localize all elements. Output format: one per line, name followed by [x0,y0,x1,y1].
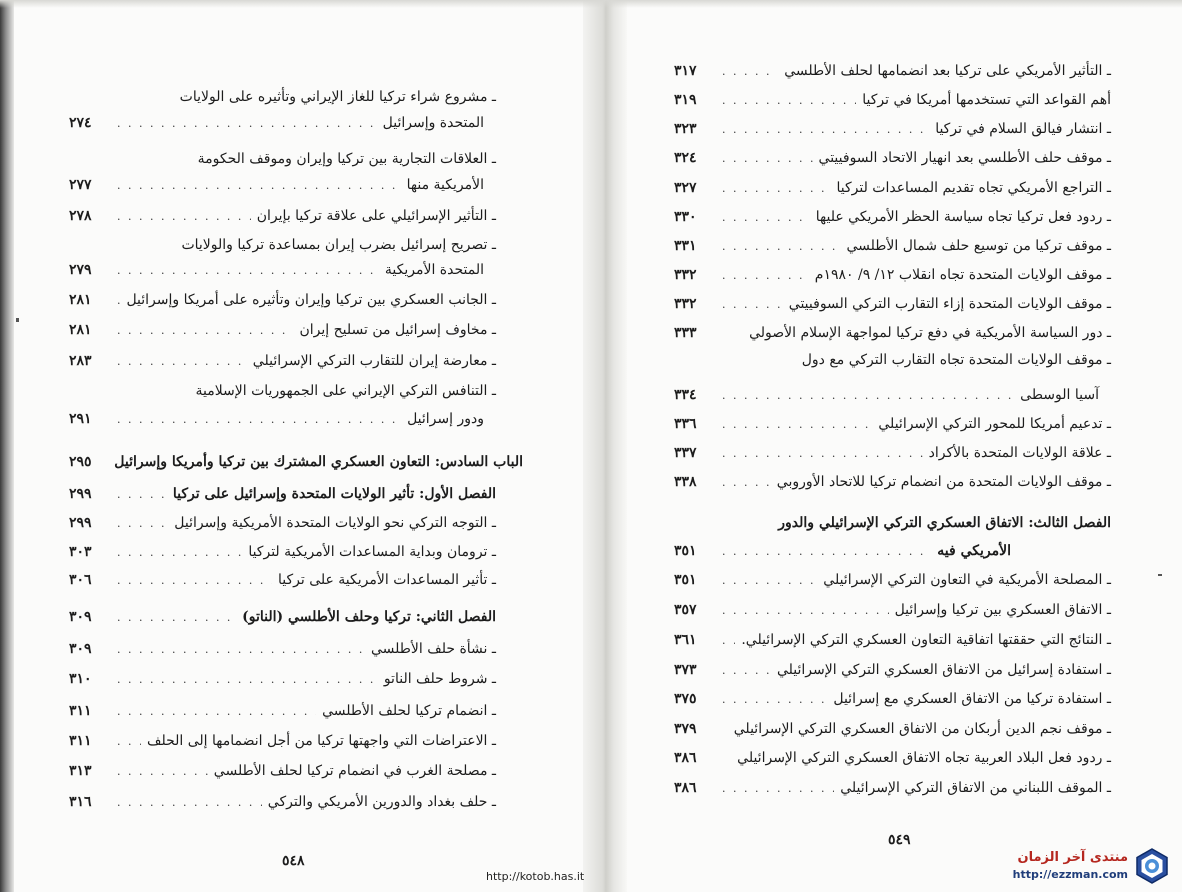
toc-entry-title: ـ موقف الولايات المتحدة تجاه التقارب التركي مع دول [801,352,1111,368]
toc-page-number: ٢٩٩ [69,515,92,531]
toc-entry-line [198,146,496,172]
toc-entry-title: ـ نشأة حلف الأطلسي [370,641,496,657]
toc-entry [674,686,1111,712]
toc-page-number: ٣٧٥ [674,691,697,707]
left-page [14,0,583,892]
toc-entry [674,87,1111,113]
toc-page-number: ٣٣٢ [674,267,697,283]
toc-entry [69,510,496,536]
toc-entry [69,172,496,198]
toc-entry-title: ـ موقف الولايات المتحدة من انضمام تركيا للاتحاد الأوروبي [776,474,1111,490]
toc-page-number: ٣٠٣ [69,544,92,560]
toc-page-number: ٣٨٦ [674,750,697,766]
leader-dots [722,298,783,311]
toc-entry-title: ـ ردود فعل تركيا تجاه سياسة الحظر الأمريكي عليها [815,209,1111,225]
toc-page-number: ٣١١ [69,703,92,719]
toc-page-number: ٢٨٣ [69,353,92,369]
leader-dots [722,152,813,165]
toc-entry [674,58,1111,84]
book-binding-edge [0,0,14,892]
toc-entry [674,175,1111,201]
toc-entry-title: ـ التأثير الإسرائيلي على علاقة تركيا بإيران [256,208,496,224]
watermark-url: http://ezzman.com [1012,868,1128,881]
toc-entry [69,348,496,374]
toc-page-number: ٣١٠ [69,671,92,687]
toc-entry [674,116,1111,142]
toc-entry-title: ـ موقف تركيا من توسيع حلف شمال الأطلسي [846,238,1111,254]
toc-entry [69,636,496,662]
toc-entry-line [180,84,496,110]
toc-entry-title: ـ التوجه التركي نحو الولايات المتحدة الأمريكية وإسرائيل [174,515,496,531]
toc-page-number: ٣٠٩ [69,609,92,625]
leader-dots [722,269,809,282]
toc-part-heading [69,449,523,475]
toc-page-number: ٢٨١ [69,322,92,338]
toc-entry-line [802,347,1111,373]
toc-page-number: ٣٠٩ [69,641,92,657]
leader-dots [722,418,872,431]
leader-dots [117,765,208,778]
leader-dots [722,604,889,617]
toc-entry-title: ـ حلف بغداد والدورين الأمريكي والتركي [267,794,496,810]
leader-dots [722,389,1014,402]
toc-page-number: ٣٣٤ [674,387,697,403]
watermark-title: منتدى آخر الزمان [1017,850,1128,865]
toc-entry-title: ـ معارضة إيران للتقارب التركي الإسرائيلي [252,353,496,369]
toc-entry-title: أهم القواعد التي تستخدمها أمريكا في تركيا [862,92,1111,108]
leader-dots [117,210,251,223]
leader-dots [722,782,834,795]
leader-dots [722,65,778,78]
toc-entry [674,597,1111,623]
leader-dots [117,796,262,809]
page-number: ٥٤٩ [888,832,911,848]
toc-entry-continuation: ودور إسرائيل [407,411,484,427]
toc-entry [674,440,1111,466]
toc-page-number: ٣٣٨ [674,474,697,490]
toc-page-number: ٢٧٨ [69,208,92,224]
toc-entry-title: ـ موقف الولايات المتحدة إزاء التقارب التركي السوفييتي [788,296,1111,312]
toc-entry-title: ـ مصلحة الغرب في انضمام تركيا لحلف الأطلسي [213,763,496,779]
toc-entry [674,411,1111,437]
toc-entry-line [181,232,496,258]
leader-dots [117,546,242,559]
leader-dots [117,264,379,277]
leader-dots [117,355,247,368]
toc-entry [69,257,496,283]
leader-dots [117,705,316,718]
toc-entry-title: ـ دور السياسة الأمريكية في دفع تركيا لمواجهة الإسلام الأصولي [749,325,1111,341]
leader-dots [117,488,167,501]
toc-entry-title: ـ استفادة إسرائيل من الاتفاق العسكري التركي الإسرائيلي [776,662,1111,678]
toc-entry-title: الفصل الأول: تأثير الولايات المتحدة وإسرائيل على تركيا [172,486,496,502]
toc-entry-title: ـ تأثير المساعدات الأمريكية على تركيا [277,572,496,588]
toc-entry [674,775,1111,801]
toc-page-number: ٣٥١ [674,572,697,588]
toc-page-number: ٣٣٠ [674,209,697,225]
leader-dots [722,211,810,224]
leader-dots [117,294,120,307]
toc-entry-title: ـ استفادة تركيا من الاتفاق العسكري مع إسرائيل [833,691,1111,707]
toc-entry [69,406,496,432]
toc-entry [69,539,496,565]
page-number: ٥٤٨ [282,853,305,869]
toc-entry [674,627,1111,653]
leader-dots [722,476,771,489]
toc-page-number: ٣١٧ [674,63,697,79]
toc-entry [69,789,496,815]
book-gutter [583,0,627,892]
toc-entry [69,317,496,343]
toc-entry-title: ـ الاعتراضات التي واجهتها تركيا من أجل انضمامها إلى الحلف [146,733,496,749]
toc-entry-continuation: المتحدة وإسرائيل [382,115,484,131]
toc-page-number: ٣٣٣ [674,325,697,341]
leader-dots [117,413,401,426]
toc-page-number: ٢٩٥ [69,454,92,470]
toc-page-number: ٢٧٩ [69,262,92,278]
toc-entry-title: ـ موقف حلف الأطلسي بعد انهيار الاتحاد السوفييتي [818,150,1111,166]
toc-entry [674,204,1111,230]
toc-page-number: ٢٧٧ [69,177,92,193]
toc-entry-title: ـ شروط حلف الناتو [383,671,496,687]
leader-dots [722,123,929,136]
toc-entry-continuation: آسيا الوسطى [1020,387,1099,403]
toc-entry [69,728,496,754]
toc-entry [674,320,1111,346]
toc-entry-title: ـ موقف الولايات المتحدة تجاه انقلاب ١٢/ ٩/ ١٩٨٠م [814,267,1111,283]
toc-entry-continuation: الأمريكية منها [406,177,484,193]
toc-entry-title: ـ التأثير الأمريكي على تركيا بعد انضمامها لحلف الأطلسي [784,63,1111,79]
leader-dots [117,611,236,624]
toc-entry-continuation: المتحدة الأمريكية [384,262,484,278]
toc-page-number: ٣١١ [69,733,92,749]
toc-page-number: ٣٣١ [674,238,697,254]
toc-entry-title: ـ التراجع الأمريكي تجاه تقديم المساعدات لتركيا [836,180,1111,196]
toc-page-number: ٣٥١ [674,543,697,559]
leader-dots [722,545,931,558]
toc-chapter-heading [674,538,1111,564]
toc-entry-title: ـ علاقة الولايات المتحدة بالأكراد [928,445,1111,461]
leader-dots [117,324,293,337]
toc-entry-title: الباب السادس: التعاون العسكري المشترك بين تركيا وأمريكا وإسرائيل [114,454,523,470]
toc-chapter-heading-line [778,510,1111,536]
toc-entry [674,262,1111,288]
toc-entry-title: الفصل الثالث: الاتفاق العسكري التركي الإسرائيلي والدور [778,515,1111,531]
toc-page-number: ٣٢٣ [674,121,697,137]
toc-page-number: ٣٠٦ [69,572,92,588]
toc-entry [69,110,496,136]
toc-entry [674,716,1111,742]
leader-dots [722,447,923,460]
toc-page-number: ٢٩١ [69,411,92,427]
toc-page-number: ٣١٣ [69,763,92,779]
toc-page-number: ٣٢٤ [674,150,697,166]
toc-page-number: ٣٥٧ [674,602,697,618]
toc-entry [69,666,496,692]
leader-dots [722,664,771,677]
toc-entry [674,382,1111,408]
toc-entry-title: ـ موقف نجم الدين أربكان من الاتفاق العسكري التركي الإسرائيلي [733,721,1111,737]
leader-dots [722,634,735,647]
toc-page-number: ٣٧٣ [674,662,697,678]
leader-dots [117,735,141,748]
leader-dots [117,517,168,530]
toc-entry-title: ـ العلاقات التجارية بين تركيا وإيران وموقف الحكومة [197,151,496,167]
toc-entry [674,469,1111,495]
toc-entry [674,567,1111,593]
toc-entry [674,745,1111,771]
toc-entry-title: ـ التنافس التركي الإيراني على الجمهوريات الإسلامية [195,383,496,399]
toc-entry [69,287,496,313]
toc-entry-title: ـ الجانب العسكري بين تركيا وإيران وتأثيره على أمريكا وإسرائيل [126,292,496,308]
footer-url: http://kotob.has.it [486,870,585,883]
toc-entry-continuation: الأمريكي فيه [937,543,1011,559]
forum-watermark [1000,846,1176,886]
toc-page-number: ٣٣٧ [674,445,697,461]
toc-entry-title: ـ ردود فعل البلاد العربية تجاه الاتفاق العسكري التركي الإسرائيلي [737,750,1111,766]
leader-dots [722,240,841,253]
leader-dots [117,643,365,656]
toc-page-number: ٢٧٤ [69,115,92,131]
leader-dots [722,574,817,587]
forum-logo-icon [1134,848,1170,884]
toc-entry-title: ـ تدعيم أمريكا للمحور التركي الإسرائيلي [878,416,1111,432]
leader-dots [117,179,401,192]
toc-page-number: ٣٧٩ [674,721,697,737]
toc-chapter-heading [69,604,496,630]
toc-page-number: ٣٣٦ [674,416,697,432]
toc-entry [69,758,496,784]
leader-dots [117,673,378,686]
toc-entry-title: ـ انضمام تركيا لحلف الأطلسي [322,703,496,719]
toc-entry-title: ـ مخاوف إسرائيل من تسليح إيران [299,322,496,338]
toc-page-number: ٢٨١ [69,292,92,308]
toc-entry [674,657,1111,683]
toc-entry-title: الفصل الثاني: تركيا وحلف الأطلسي (الناتو) [242,609,496,625]
toc-entry-title: ـ النتائج التي حققتها اتفاقية التعاون العسكري التركي الإسرائيلي. [741,632,1111,648]
toc-entry [69,203,496,229]
toc-entry [674,291,1111,317]
toc-entry [69,567,496,593]
toc-page-number: ٢٩٩ [69,486,92,502]
toc-entry [674,233,1111,259]
toc-page-number: ٣٨٦ [674,780,697,796]
toc-chapter-heading [69,481,496,507]
leader-dots [722,693,827,706]
leader-dots [722,94,856,107]
toc-entry-line [195,378,496,404]
toc-page-number: ٣٦١ [674,632,697,648]
leader-dots [117,574,272,587]
toc-entry-title: ـ انتشار فيالق السلام في تركيا [935,121,1111,137]
toc-page-number: ٣١٩ [674,92,697,108]
toc-entry [69,698,496,724]
toc-page-number: ٣١٦ [69,794,92,810]
leader-dots [117,117,377,130]
toc-entry-title: ـ ترومان وبداية المساعدات الأمريكية لتركيا [248,544,496,560]
toc-page-number: ٣٣٢ [674,296,697,312]
toc-entry-title: ـ الموقف اللبناني من الاتفاق التركي الإسرائيلي [840,780,1111,796]
right-page [627,0,1182,892]
toc-entry-title: ـ تصريح إسرائيل بضرب إيران بمساعدة تركيا والولايات [181,237,496,253]
leader-dots [722,182,830,195]
toc-entry-title: ـ المصلحة الأمريكية في التعاون التركي الإسرائيلي [823,572,1111,588]
toc-entry-title: ـ الاتفاق العسكري بين تركيا وإسرائيل [894,602,1111,618]
toc-page-number: ٣٢٧ [674,180,697,196]
toc-entry-title: ـ مشروع شراء تركيا للغاز الإيراني وتأثيره على الولايات [179,89,496,105]
toc-entry [674,145,1111,171]
